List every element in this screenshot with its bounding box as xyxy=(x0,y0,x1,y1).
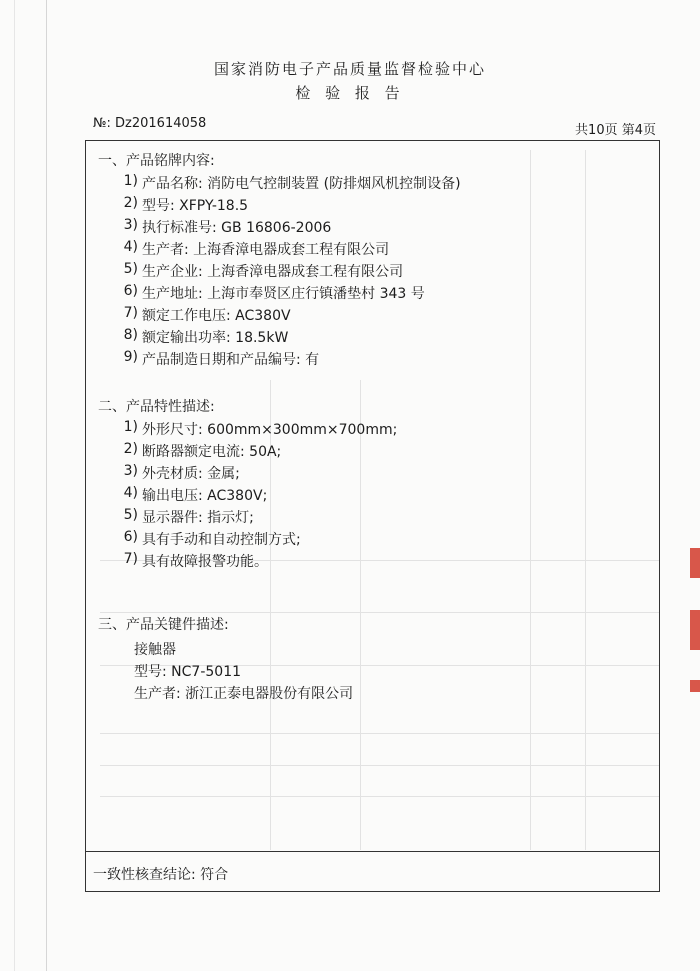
red-seal-mark xyxy=(690,548,700,578)
list-item: 执行标准号: GB 16806-2006 xyxy=(142,220,332,236)
list-item: 显示器件: 指示灯; xyxy=(142,510,254,526)
list-number: 9) xyxy=(123,349,138,365)
list-item: 外壳材质: 金属; xyxy=(142,466,240,482)
section-heading-characteristics: 二、产品特性描述: xyxy=(98,399,215,415)
binding-margin-line xyxy=(46,0,47,971)
section-heading-nameplate: 一、产品铭牌内容: xyxy=(98,153,215,169)
conformity-conclusion: 一致性核查结论: 符合 xyxy=(93,867,229,883)
list-number: 8) xyxy=(123,327,138,343)
red-seal-mark xyxy=(690,610,700,650)
report-number: №: Dz201614058 xyxy=(93,116,207,131)
list-number: 2) xyxy=(123,441,138,457)
list-number: 3) xyxy=(123,463,138,479)
binding-margin-line xyxy=(14,0,15,971)
issuing-organization: 国家消防电子产品质量监督检验中心 xyxy=(213,60,486,78)
list-number: 1) xyxy=(123,419,138,435)
report-title: 检 验 报 告 xyxy=(295,84,405,102)
red-seal-mark xyxy=(690,680,700,692)
list-number: 1) xyxy=(123,173,138,189)
list-number: 5) xyxy=(123,261,138,277)
list-item: 具有故障报警功能。 xyxy=(142,554,268,570)
list-item: 生产者: 上海香漳电器成套工程有限公司 xyxy=(142,242,390,258)
list-number: 7) xyxy=(123,305,138,321)
list-item: 额定输出功率: 18.5kW xyxy=(142,330,289,346)
list-item: 产品制造日期和产品编号: 有 xyxy=(142,352,320,368)
list-number: 5) xyxy=(123,507,138,523)
list-number: 7) xyxy=(123,551,138,567)
list-item: 外形尺寸: 600mm×300mm×700mm; xyxy=(142,422,398,438)
component-model: 型号: NC7-5011 xyxy=(134,664,242,680)
component-maker: 生产者: 浙江正泰电器股份有限公司 xyxy=(134,686,354,702)
list-item: 型号: XFPY-18.5 xyxy=(142,198,249,214)
conclusion-divider xyxy=(86,851,659,852)
list-number: 3) xyxy=(123,217,138,233)
list-number: 6) xyxy=(123,529,138,545)
list-item: 断路器额定电流: 50A; xyxy=(142,444,282,460)
list-item: 额定工作电压: AC380V xyxy=(142,308,291,324)
list-item: 产品名称: 消防电气控制装置 (防排烟风机控制设备) xyxy=(142,176,461,192)
list-item: 输出电压: AC380V; xyxy=(142,488,268,504)
section-heading-key-components: 三、产品关键件描述: xyxy=(98,617,229,633)
list-item: 生产地址: 上海市奉贤区庄行镇潘垫村 343 号 xyxy=(142,286,425,302)
component-name: 接触器 xyxy=(134,642,176,658)
list-item: 生产企业: 上海香漳电器成套工程有限公司 xyxy=(142,264,404,280)
list-number: 6) xyxy=(123,283,138,299)
list-number: 4) xyxy=(123,239,138,255)
list-number: 2) xyxy=(123,195,138,211)
page-count: 共10页 第4页 xyxy=(575,123,656,138)
list-item: 具有手动和自动控制方式; xyxy=(142,532,301,548)
list-number: 4) xyxy=(123,485,138,501)
